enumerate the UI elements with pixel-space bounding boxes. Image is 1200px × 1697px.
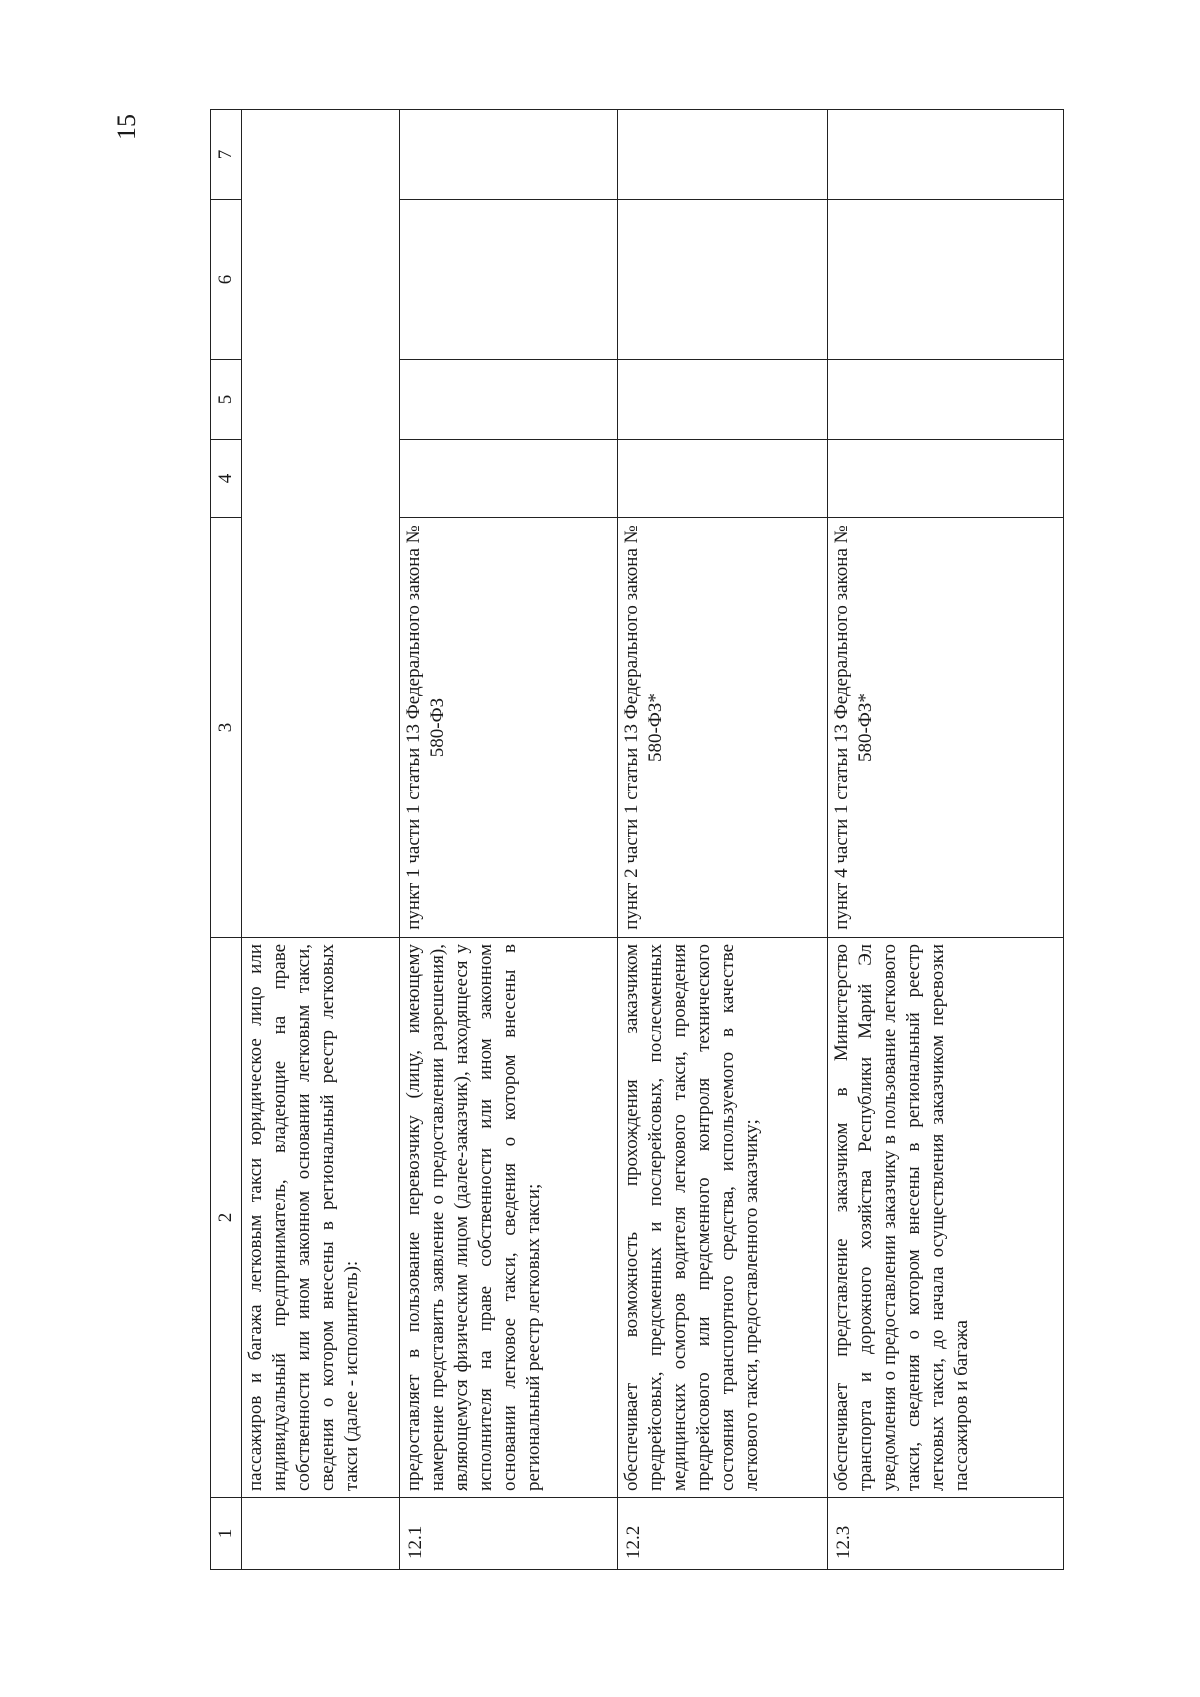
empty-cell — [828, 200, 1064, 360]
legal-reference: пункт 1 части 1 статьи 13 Федерального закона № 580-ФЗ — [400, 518, 618, 938]
legal-reference: пункт 2 части 1 статьи 13 Федерального закона № 580-ФЗ* — [618, 518, 828, 938]
header-row — [211, 110, 242, 1570]
continuation-row — [242, 110, 400, 1570]
empty-cell — [828, 360, 1064, 440]
column-header: 1 — [211, 1498, 242, 1570]
requirement-text: обеспечивает представление заказчиком в Министерство транспорта и дорожного хозяйства Республики Марий Эл уведомления о предоставлении заказчику в пользование легкового такси, сведения о котором внесены в региональный реестр легковых такси, до начала осуществления заказчиком перевозки пассажиров и багажа — [828, 938, 1064, 1498]
table-row — [400, 110, 618, 1570]
empty-cell — [618, 360, 828, 440]
rotated-table-wrapper — [210, 110, 1064, 1570]
page-number: 15 — [112, 114, 141, 140]
empty-cell — [400, 360, 618, 440]
empty-cell — [618, 110, 828, 200]
table-row — [828, 110, 1064, 1570]
row-number: 12.3 — [828, 1498, 1064, 1570]
row-number-cell — [242, 1498, 400, 1570]
column-header: 5 — [211, 360, 242, 440]
empty-cell — [400, 110, 618, 200]
column-header: 7 — [211, 110, 242, 200]
continuation-text: пассажиров и багажа легковым такси юридическое лицо или индивидуальный предприниматель, владеющие на праве собственности или ином законном основании легковым такси, сведения о котором внесены в региональный реестр легковых такси (далее - исполнитель): — [242, 938, 400, 1498]
empty-cell — [618, 440, 828, 518]
empty-cell — [618, 200, 828, 360]
row-number: 12.1 — [400, 1498, 618, 1570]
requirement-text: обеспечивает возможность прохождения заказчиком предрейсовых, предсменных и послерейсовых, послесменных медицинских осмотров водителя легкового такси, проведения предрейсового или предсменного контроля технического состояния транспортного средства, используемого в качестве легкового такси, предоставленного заказчику; — [618, 938, 828, 1498]
empty-cell — [828, 440, 1064, 518]
empty-cell — [400, 200, 618, 360]
requirement-text: предоставляет в пользование перевозчику (лицу, имеющему намерение представить заявление о предоставлении разрешения), являющемуся физическим лицом (далее-заказчик), находящееся у исполнителя на праве собственности или ином законном основании легковое такси, сведения о котором внесены в региональный реестр легковых такси; — [400, 938, 618, 1498]
legal-reference: пункт 4 части 1 статьи 13 Федерального закона № 580-ФЗ* — [828, 518, 1064, 938]
requirements-table — [210, 109, 1064, 1570]
column-header: 2 — [211, 938, 242, 1498]
empty-cell — [828, 110, 1064, 200]
column-header: 4 — [211, 440, 242, 518]
column-header: 3 — [211, 518, 242, 938]
table-row — [618, 110, 828, 1570]
column-header: 6 — [211, 200, 242, 360]
empty-cell — [242, 110, 400, 938]
row-number: 12.2 — [618, 1498, 828, 1570]
empty-cell — [400, 440, 618, 518]
